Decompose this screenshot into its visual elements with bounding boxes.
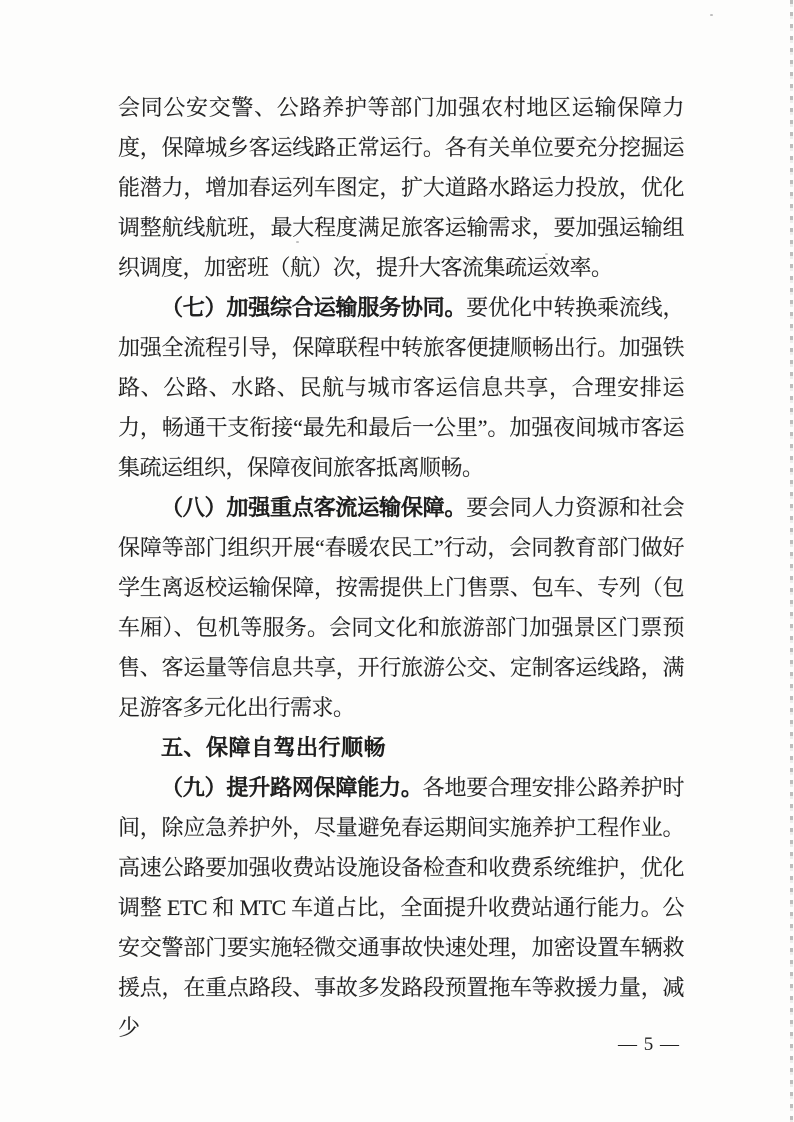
paragraph-lead: （七）加强综合运输服务协同。 <box>161 295 467 320</box>
paragraph <box>118 488 684 728</box>
paragraph-text: 要优化中转换乘流线，加强全流程引导，保障联程中转旅客便捷顺畅出行。加强铁路、公路、水路、民航与城市客运信息共享，合理安排运力，畅通干支衔接“最先和最后一公里”。加强夜间城市客运集疏运组织，保障夜间旅客抵离顺畅。 <box>118 295 684 480</box>
paragraph-text: 会同公安交警、公路养护等部门加强农村地区运输保障力度，保障城乡客运线路正常运行。各有关单位要充分挖掘运能潜力，增加春运列车图定，扩大道路水路运力投放，优化调整航线航班，最大程度满足旅客运输需求，要加强运输组织调度，加密班（航）次，提升大客流集疏运效率。 <box>118 95 684 280</box>
paragraph-lead: （九）提升路网保障能力。 <box>161 775 423 800</box>
paragraph <box>118 728 684 768</box>
paragraph <box>118 288 684 488</box>
scan-edge-noise <box>790 0 793 1122</box>
paragraph-lead: 五、保障自驾出行顺畅 <box>161 735 387 760</box>
scan-speck <box>710 14 713 16</box>
paragraph-lead: （八）加强重点客流运输保障。 <box>161 495 467 520</box>
paragraph-text: 各地要合理安排公路养护时间，除应急养护外，尽量避免春运期间实施养护工程作业。高速公路要加强收费站设施设备检查和收费系统维护，优化调整 ETC 和 MTC 车道占比，全面提升收费站通行能力。公安交警部门要实施轻微交通事故快速处理，加密设置车辆救援点，在重点路段、事故多发路段预置拖车等救援力量，减少 <box>118 775 684 1040</box>
paragraph <box>118 768 684 1048</box>
paragraph-text: 要会同人力资源和社会保障等部门组织开展“春暖农民工”行动，会同教育部门做好学生离返校运输保障，按需提供上门售票、包车、专列（包车厢）、包机等服务。会同文化和旅游部门加强景区门票预售、客运量等信息共享，开行旅游公交、定制客运线路，满足游客多元化出行需求。 <box>118 495 684 720</box>
document-body <box>118 88 684 1048</box>
page-number: — 5 — <box>618 1034 680 1055</box>
paragraph <box>118 88 684 288</box>
